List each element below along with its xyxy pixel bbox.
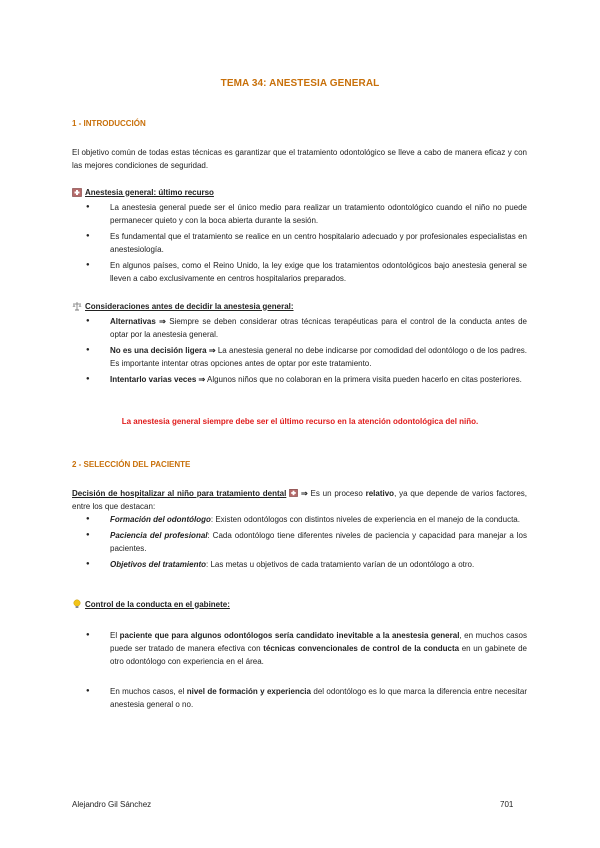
list-item: ● Intentarlo varias veces ⇒ Algunos niños que no colaboran en la primera visita pueden hacerlo en citas posteriores. <box>72 373 527 386</box>
warning-note: La anestesia general siempre debe ser el último recurso en la atención odontológica del niño. <box>121 417 479 426</box>
considerations-list <box>72 315 527 389</box>
section-heading-intro: 1 - INTRODUCCIÓN <box>72 119 146 128</box>
lightbulb-icon <box>72 599 82 609</box>
list-item: ● La anestesia general puede ser el único medio para realizar un tratamiento odontológico cuando el niño no puede permanecer quieto y con la boca abierta durante la sesión. <box>72 201 527 227</box>
list-item: ● En algunos países, como el Reino Unido, la ley exige que los tratamientos odontológicos bajo anestesia general se lleven a cabo exclusivamente en centros hospitalarios preparados. <box>72 259 527 285</box>
section-heading-patient-selection: 2 - SELECCIÓN DEL PACIENTE <box>72 460 191 469</box>
subheading-behavior-control-label: Control de la conducta en el gabinete: <box>85 599 230 609</box>
hospital-icon <box>289 488 298 497</box>
list-item: ● Objetivos del tratamiento: Las metas u objetivos de cada tratamiento varían de un odontólogo a otro. <box>72 558 527 571</box>
list-item: ● El paciente que para algunos odontólogos sería candidato inevitable a la anestesia general, en muchos casos puede ser tratado de manera efectiva con técnicas convencionales de control de la conducta en un gabinete de otro odontólogo con experiencia en el área. <box>72 629 527 668</box>
list-item: ● En muchos casos, el nivel de formación y experiencia del odontólogo es lo que marca la diferencia entre necesitar anestesia general o no. <box>72 685 527 711</box>
subheading-last-resort <box>72 187 214 197</box>
list-item: ● Alternativas ⇒ Siempre se deben considerar otras técnicas terapéuticas para el control de la conducta antes de optar por la anestesia general. <box>72 315 527 341</box>
decision-paragraph: Decisión de hospitalizar al niño para tratamiento dental ⇒ Es un proceso relativo, ya que depende de varios factores, entre los que destacan: <box>72 489 527 511</box>
intro-paragraph: El objetivo común de todas estas técnicas es garantizar que el tratamiento odontológico se lleve a cabo de manera eficaz y con las mejores condiciones de seguridad. <box>72 148 527 170</box>
list-item: ● Formación del odontólogo: Existen odontólogos con distintos niveles de experiencia en el manejo de la conducta. <box>72 513 527 526</box>
list-item: ● Paciencia del profesional: Cada odontólogo tiene diferentes niveles de paciencia y capacidad para manejar a los pacientes. <box>72 529 527 555</box>
footer-author: Alejandro Gil Sánchez <box>72 800 152 809</box>
page-title: TEMA 34: ANESTESIA GENERAL <box>220 78 380 89</box>
list-item: ● No es una decisión ligera ⇒ La anestesia general no debe indicarse por comodidad del odontólogo o de los padres. Es importante intentar otras opciones antes de optar por este tratamiento. <box>72 344 527 370</box>
control-list-1 <box>72 629 527 671</box>
subheading-considerations-label: Consideraciones antes de decidir la anestesia general: <box>85 301 294 311</box>
list-item: ● Es fundamental que el tratamiento se realice en un centro hospitalario adecuado y por profesionales especialistas en anestesiología. <box>72 230 527 256</box>
control-list-2 <box>72 685 527 714</box>
subheading-behavior-control <box>72 599 230 609</box>
decision-label: Decisión de hospitalizar al niño para tratamiento dental <box>72 489 287 498</box>
factors-list <box>72 513 527 574</box>
subheading-considerations <box>72 301 294 311</box>
hospital-icon <box>72 187 82 197</box>
subheading-last-resort-label: Anestesia general: último recurso <box>85 187 214 197</box>
scale-icon <box>72 301 82 311</box>
last-resort-list <box>72 201 527 288</box>
page-number: 701 <box>500 800 514 809</box>
